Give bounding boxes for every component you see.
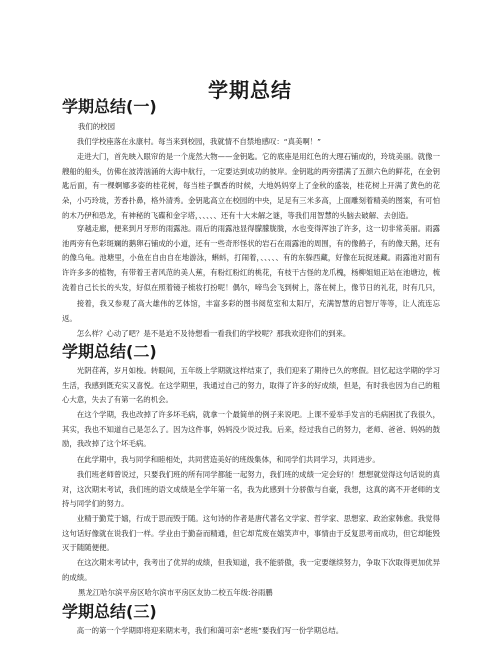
section-1-subtitle: 我们的校园 [78,122,115,131]
section-2-paragraph: 光阴荏苒，岁月如梭。转眼间，五年级上学期就这样结束了，我们迎来了期待已久的寒假。回忆起这学期的学习生活，我感到既充实又喜悦。在这学期里，我通过自己的努力，取得了许多的好成绩，但是，有时我也因为自己的粗心大意，失去了有第一名的机会。 [62,366,440,405]
section-2-signature: 黑龙江哈尔滨平房区哈尔滨市平房区友协二校五年级:谷雨鹏 [78,588,273,597]
section-2-paragraph: 在这个学期，我也改掉了许多坏毛病，就拿一个最简单的例子来说吧。上课不爱举手发言的毛病困扰了我很久，其实，我也不知道自己是怎么了。因为这件事，妈妈没少说过我。后来，经过我自己的努力，老师、爸爸、妈妈的鼓励，我改掉了这个坏毛病。 [62,410,440,449]
section-1-paragraph: 走进大门，首先映入眼帘的是一个庞然大物——金钥匙。它的底座是用红色的大理石铺成的，玲珑美丽。就像一艘船的船头，仿佛在波涛汹涌的大海中航行，一定要达到成功的彼岸。金钥匙的两旁摆满了五颜六色的鲜花，在金钥匙后面，有一棵婀娜多姿的桂花树，每当桂子飘香的时候，大地妈妈穿上了金秋的盛装，桂花树上开满了黄色的花朵，小巧玲珑，芳香扑鼻，格外清秀。金钥匙高立在校园的中央，足足有三米多高，上面雕刻着精美的图案，有可怕的木乃伊和恐龙，有神秘的飞碟和金字塔，、、、、、还有十大未解之谜，等我们用智慧的头脑去破解、去创造。 [62,152,440,220]
page-title: 学期总结 [208,78,292,102]
section-1-paragraph: 穿越走廊，便来到月牙形的雨露池。雨后的雨露池显得朦朦胧胧，水也变得浑浊了许多，这一切非常美丽。雨露池两旁有色彩斑斓的鹅卵石铺成的小道，还有一些奇形怪状的岩石在雨露池的周围，有的像鹤子，有的像天鹅，还有的像乌龟。池塘里，小鱼在自由自在地游泳，蝌蚪，打闹着，、、、、、有的东躲西藏，好像在玩捉迷藏。雨露池对面有许许多多的植物，有带着王者风范的美人蕉，有粉红粉红的桃花，有枝干古怪的龙爪槐，杨柳姐姐正站在池塘边，梳洗着自己长长的头发，好似在照着镜子梳妆打扮呢！偶尔，啼鸟会飞到树上，落在树上，像节日的礼花，时有几只， [62,224,440,292]
section-1-paragraph: 怎么样？心动了吧？是不是迫不及待想看一看我们的学校呢？那我欢迎你们的到来。 [76,329,351,338]
section-1-paragraph: 接着，我又参观了高大雄伟的艺体馆，丰富多彩的图书阅览室和太阳厅，充满智慧的启智厅等等，让人流连忘返。 [62,299,440,323]
section-1-paragraph: 我们学校座落在永康村。每当来到校园，我就情不自禁地感叹：“真美啊！” [76,137,321,146]
section-2-paragraph: 在这次期末考试中，我考出了优异的成绩，但我知道，我不能骄傲，我一定要继续努力，争取下次取得更加优异的成绩。 [62,558,440,582]
section-2-paragraph: 我们班老师曾说过，只要我们班的所有同学都能一起努力，我们班的成绩一定会好的！想想就觉得这句话说的真对，这次期末考试，我们班的语文成绩是全学年第一名，我为此感到十分骄傲与自豪，我想，这真的离不开老师的支持与同学们的努力。 [62,470,440,509]
section-2-heading: 学期总结(二) [62,342,157,361]
section-1-heading: 学期总结(一) [62,97,157,116]
section-3-heading: 学期总结(三) [62,602,157,621]
section-2-paragraph: 在此学期中，我与同学和睦相处，共同营造美好的班级集体，和同学们共同学习，共同进步。 [76,455,380,464]
section-3-paragraph: 高一的第一个学期即将迎来期末考，我们和蔼可亲“老班”要我们写一份学期总结。 [76,626,344,635]
section-2-paragraph: 业精于勤荒于嬉，行成于思而毁于随。这句诗的作者是唐代著名文学家、哲学家、思想家、政治家韩愈。我觉得这句话好像就在说我们一样。学业由于勤奋而精通，但它却荒废在嬉笑声中，事情由于反复思考而成功，但它却能毁灭于随随便便。 [62,514,440,553]
